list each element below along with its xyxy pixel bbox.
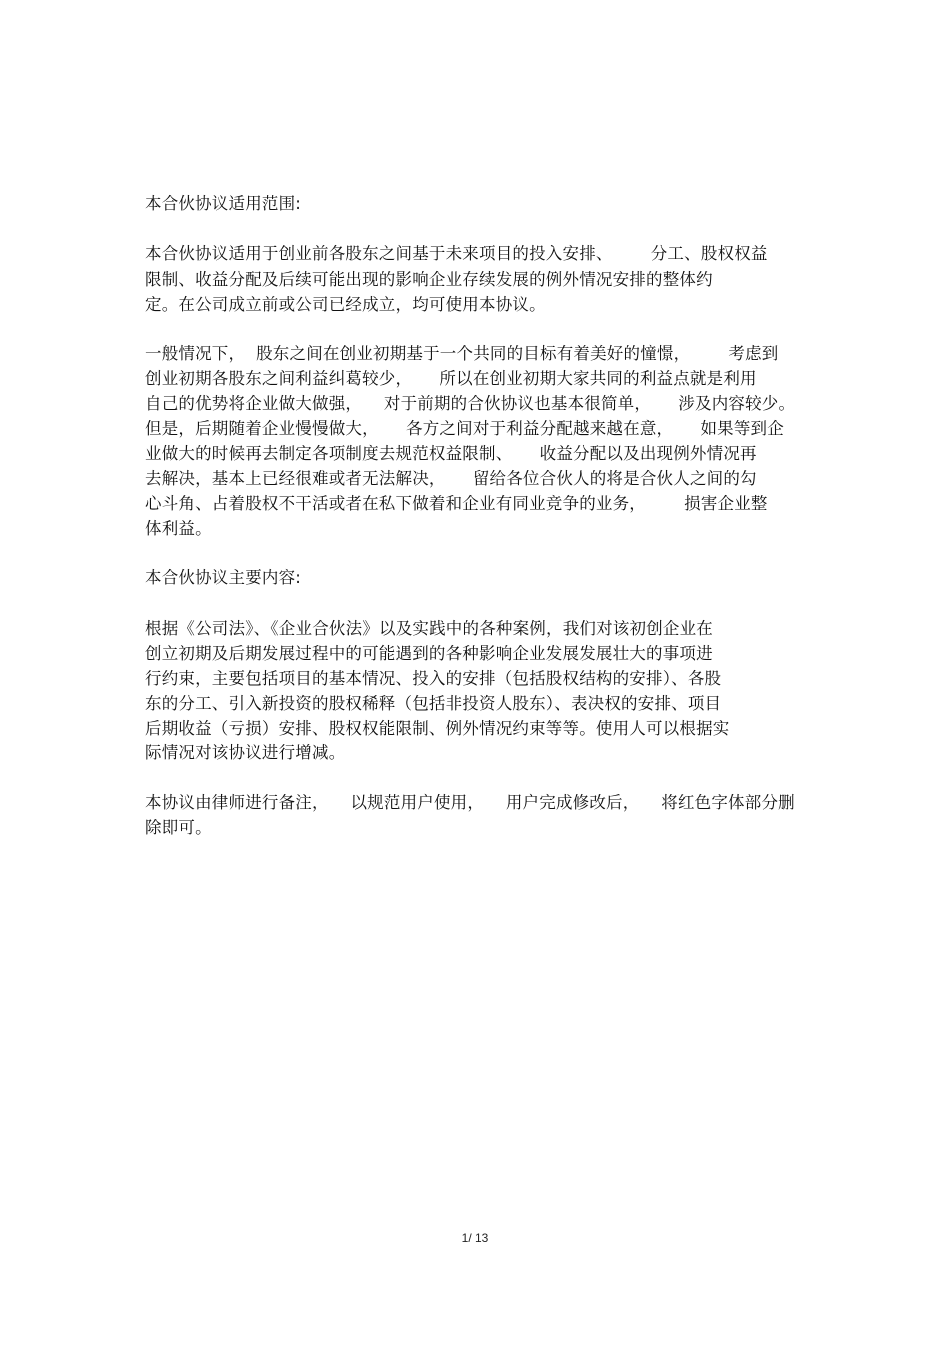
paragraph-line: 去解决，基本上已经很难或者无法解决， 留给各位合伙人的将是合伙人之间的勾	[145, 469, 757, 488]
paragraph-line: 自己的优势将企业做大做强， 对于前期的合伙协议也基本很简单， 涉及内容较少。	[145, 394, 796, 413]
paragraph-line: 本协议由律师进行备注， 以规范用户使用， 用户完成修改后， 将红色字体部分删	[145, 793, 795, 812]
paragraph-line: 根据《公司法》、《企业合伙法》以及实践中的各种案例，我们对该初创企业在	[145, 619, 713, 638]
page-number: 1/ 13	[461, 1231, 489, 1245]
paragraph-line: 东的分工、引入新投资的股权稀释（包括非投资人股东）、表决权的安排、项目	[145, 694, 722, 713]
paragraph-line: 心斗角、占着股权不干活或者在私下做着和企业有同业竞争的业务， 损害企业整	[145, 494, 768, 513]
paragraph-line: 本合伙协议适用于创业前各股东之间基于未来项目的投入安排、 分工、股权权益	[145, 244, 768, 263]
paragraph-line: 除即可。	[145, 818, 212, 837]
paragraph-line: 创业初期各股东之间利益纠葛较少， 所以在创业初期大家共同的利益点就是利用	[145, 369, 757, 388]
paragraph-line: 业做大的时候再去制定各项制度去规范权益限制、 收益分配以及出现例外情况再	[145, 444, 757, 463]
paragraph-line: 体利益。	[145, 519, 212, 538]
paragraph-line: 限制、收益分配及后续可能出现的影响企业存续发展的例外情况安排的整体约	[145, 270, 713, 289]
section-heading-scope: 本合伙协议适用范围:	[145, 194, 302, 213]
paragraph-line: 后期收益（亏损）安排、股权权能限制、例外情况约束等等。使用人可以根据实	[145, 719, 730, 738]
paragraph-line: 际情况对该协议进行增减。	[145, 743, 346, 762]
paragraph-line: 但是，后期随着企业慢慢做大， 各方之间对于利益分配越来越在意， 如果等到企	[145, 419, 784, 438]
paragraph-line: 定。在公司成立前或公司已经成立，均可使用本协议。	[145, 295, 546, 314]
section-heading-content: 本合伙协议主要内容:	[145, 568, 302, 587]
paragraph-line: 创立初期及后期发展过程中的可能遇到的各种影响企业发展发展壮大的事项进	[145, 644, 713, 663]
paragraph-line: 行约束，主要包括项目的基本情况、投入的安排（包括股权结构的安排）、各股	[145, 669, 722, 688]
paragraph-line: 一般情况下， 股东之间在创业初期基于一个共同的目标有着美好的憧憬， 考虑到	[145, 344, 779, 363]
